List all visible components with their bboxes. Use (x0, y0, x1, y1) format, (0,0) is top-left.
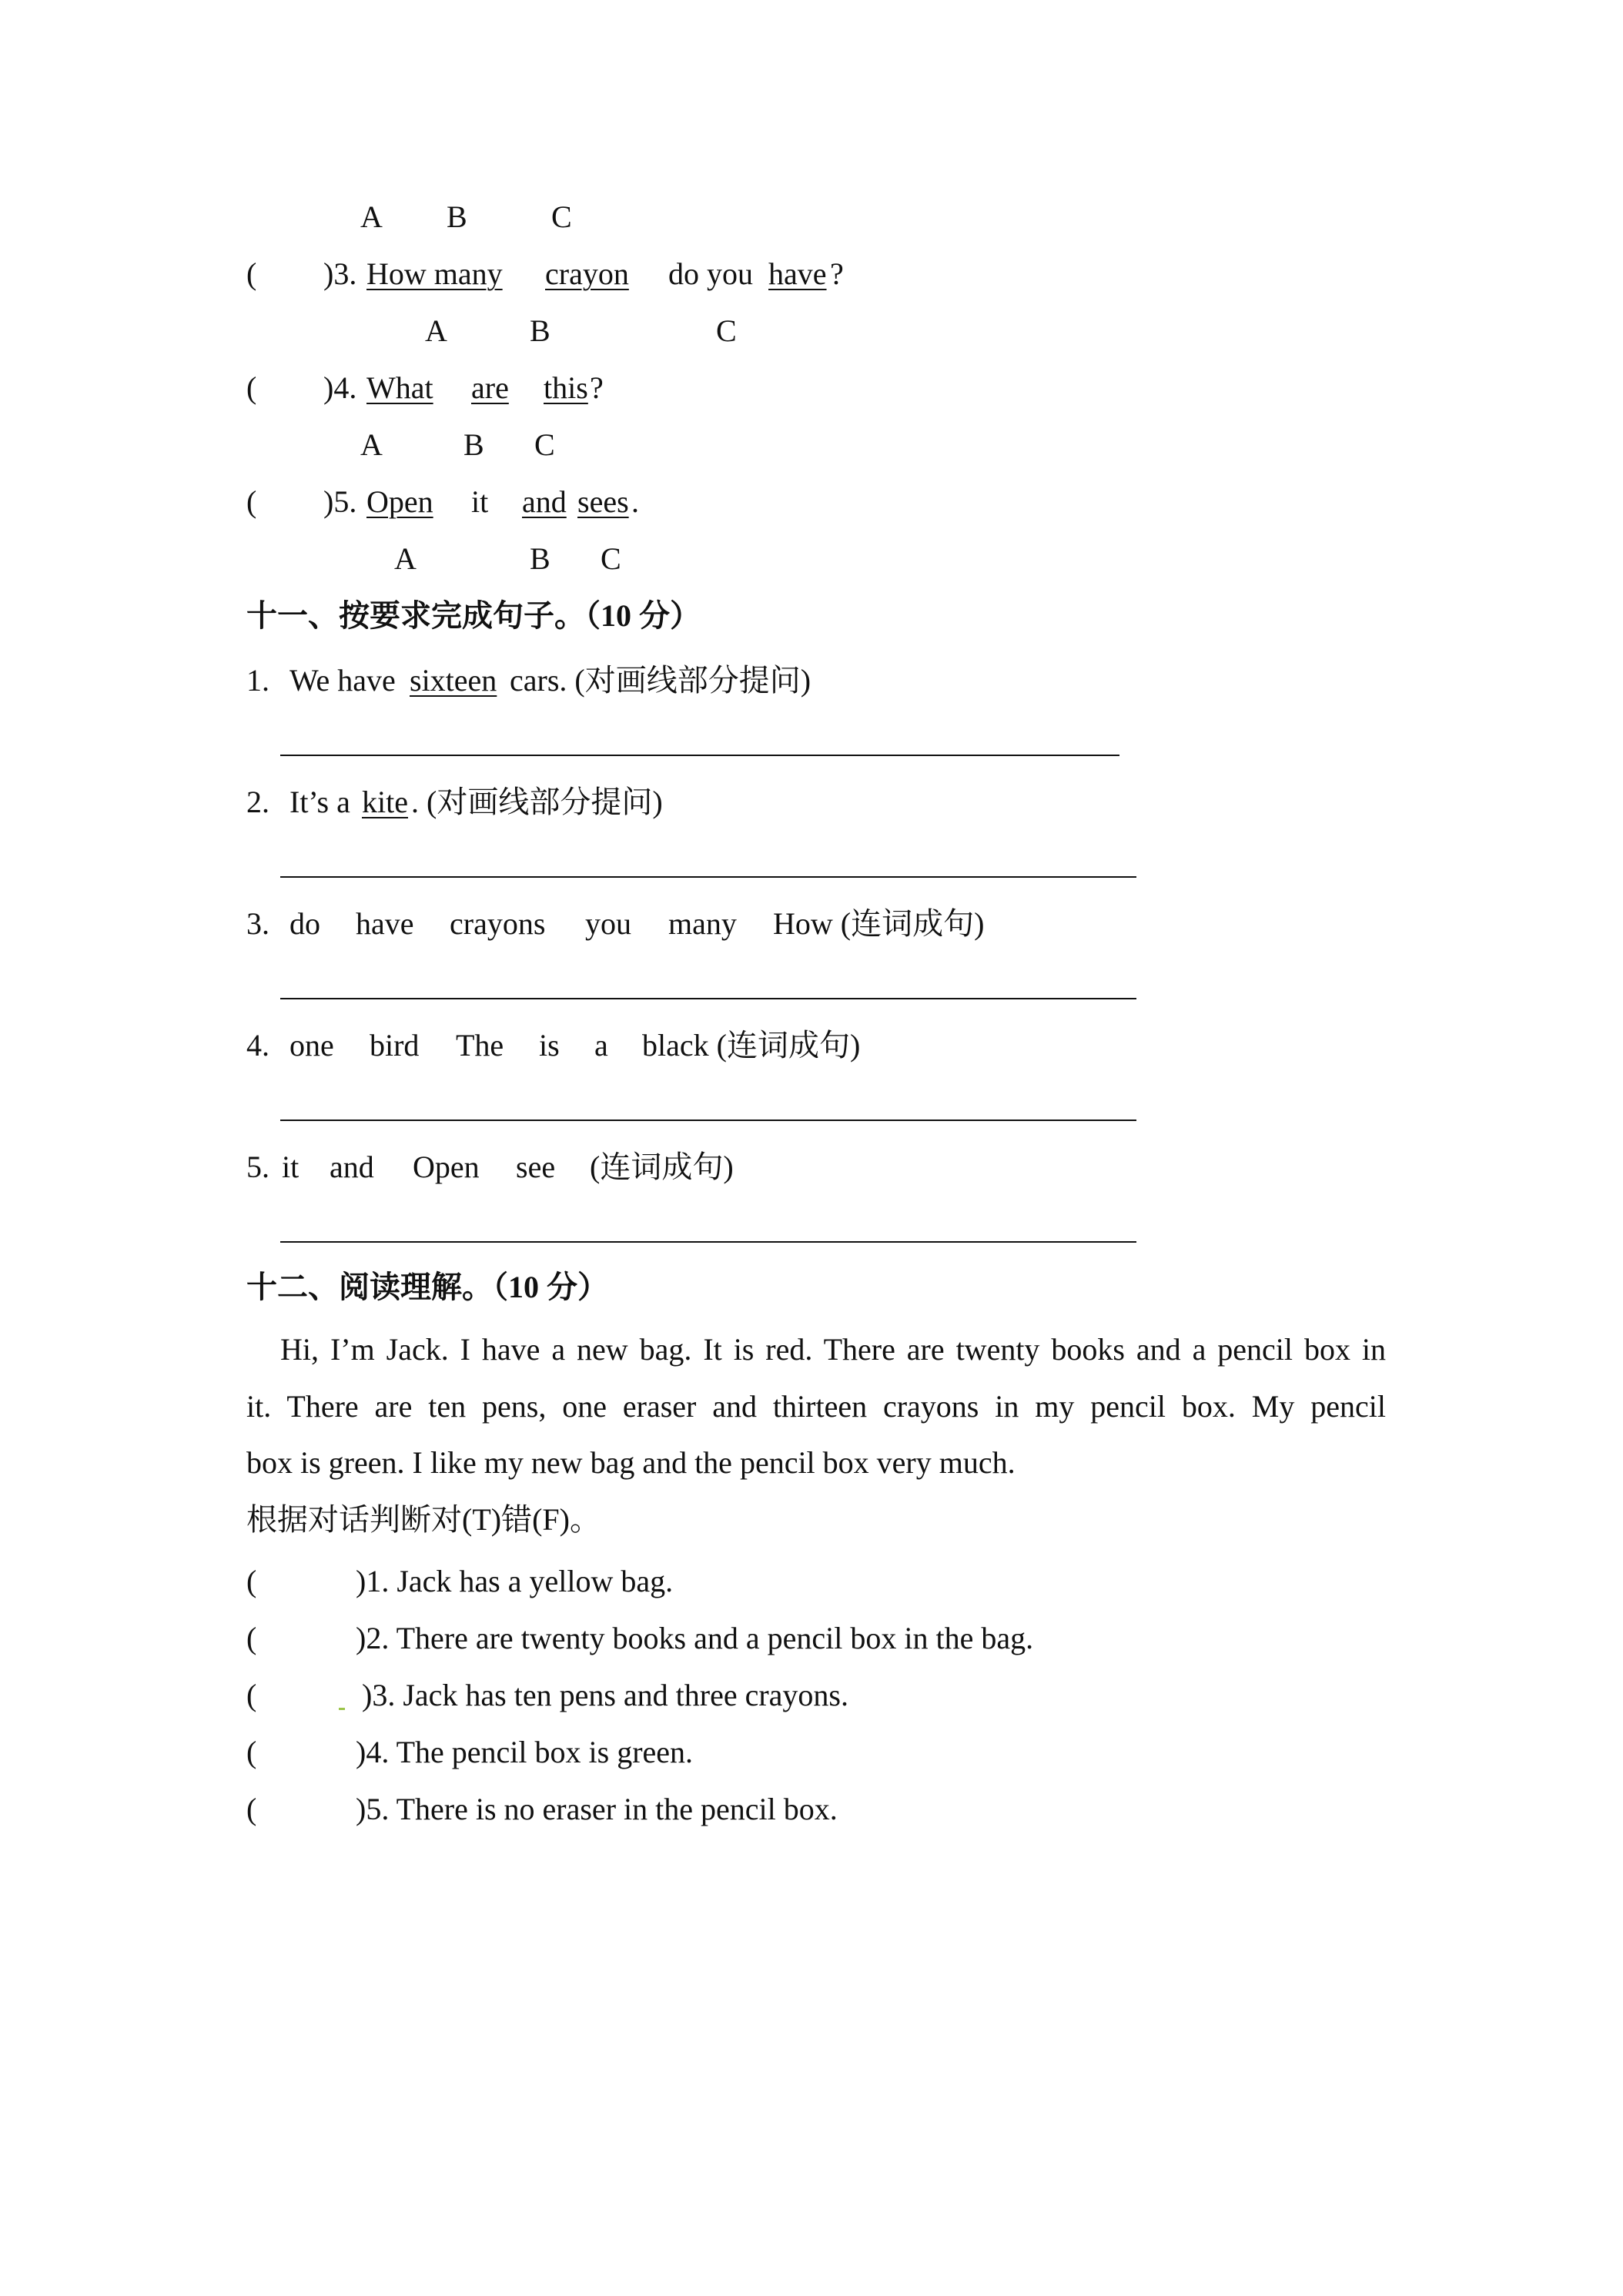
option-c: C (551, 199, 572, 234)
item-number: 4. (246, 1028, 269, 1063)
answer-line-5[interactable] (280, 1241, 1136, 1243)
scrambled-word: have (356, 906, 414, 941)
answer-paren[interactable]: ( (246, 1735, 257, 1769)
passage-line-3: box is green. I like my new bag and the pencil box very much. (246, 1445, 1016, 1480)
answer-paren[interactable]: ( (246, 1678, 257, 1712)
sentence-end: . (对画线部分提问) (411, 785, 663, 819)
scrambled-word: (连词成句) (590, 1150, 734, 1184)
sentence-start: It’s a (289, 785, 358, 819)
passage-line-1: Hi, I’m Jack. I have a new bag. It is red. There are twenty books and a pencil box in (280, 1332, 1386, 1367)
scrambled-word: black (连词成句) (642, 1028, 861, 1063)
item-number: )3. (323, 256, 357, 291)
option-b: B (463, 427, 484, 462)
scrambled-word: crayons (450, 906, 546, 941)
question-mark: ? (830, 256, 844, 291)
option-c: C (534, 427, 555, 462)
section-11-title: 十一、按要求完成句子。（10 分） (246, 598, 701, 633)
scrambled-word: you (585, 906, 631, 941)
answer-line-4[interactable] (280, 1120, 1136, 1121)
tf-statement: )3. Jack has ten pens and three crayons. (362, 1678, 848, 1712)
item-number: 3. (246, 906, 269, 941)
answer-paren: ( (246, 370, 257, 405)
underlined-part-b: crayon (545, 256, 629, 291)
tf-statement: )5. There is no eraser in the pencil box. (356, 1792, 838, 1826)
scrambled-word: Open (413, 1150, 480, 1184)
tf-statement: )4. The pencil box is green. (356, 1735, 694, 1769)
scrambled-word: many (668, 906, 737, 941)
scrambled-word: see (516, 1150, 556, 1184)
underlined-part-b: are (471, 370, 509, 405)
underlined-part-b: and (522, 484, 567, 519)
underlined-part-a: What (366, 370, 433, 405)
option-c: C (601, 541, 621, 576)
tf-statement: )2. There are twenty books and a pencil box in the bag. (356, 1621, 1034, 1655)
question-mark: ? (590, 370, 604, 405)
underlined-part-a: Open (366, 484, 433, 519)
item-number: )5. (323, 484, 357, 519)
scrambled-word: How (连词成句) (773, 906, 985, 941)
option-b: B (530, 313, 550, 348)
tf-statement: )1. Jack has a yellow bag. (356, 1564, 674, 1598)
scrambled-word: is (539, 1028, 560, 1063)
answer-line-2[interactable] (280, 876, 1136, 878)
underlined-word: kite (362, 785, 408, 819)
sentence-text: do you (668, 256, 753, 291)
option-a: A (394, 541, 417, 576)
scrambled-word: The (456, 1028, 504, 1063)
scrambled-word: and (330, 1150, 374, 1184)
scrambled-word: it (282, 1150, 300, 1184)
underlined-part-a: How many (366, 256, 503, 291)
answer-paren: ( (246, 256, 257, 291)
sentence-end: cars. (对画线部分提问) (502, 663, 812, 698)
item-number: 2. (246, 785, 269, 819)
option-a: A (360, 427, 383, 462)
sentence-start: We have (289, 663, 403, 698)
stray-mark (339, 1708, 345, 1710)
scrambled-word: bird (370, 1028, 420, 1063)
scrambled-word: one (289, 1028, 334, 1063)
answer-paren: ( (246, 484, 257, 519)
item-number: 5. (246, 1150, 269, 1184)
option-c: C (716, 313, 737, 348)
section-12-title: 十二、阅读理解。（10 分） (246, 1270, 608, 1304)
underlined-part-c: this (544, 370, 588, 405)
underlined-word: sixteen (410, 663, 497, 698)
option-a: A (425, 313, 447, 348)
scrambled-word: a (594, 1028, 608, 1063)
scrambled-word: do (289, 906, 320, 941)
answer-paren[interactable]: ( (246, 1792, 257, 1826)
answer-paren[interactable]: ( (246, 1621, 257, 1655)
option-a: A (360, 199, 383, 234)
item-number: )4. (323, 370, 357, 405)
answer-line-3[interactable] (280, 998, 1136, 999)
underlined-part-c: have (768, 256, 827, 291)
option-b: B (530, 541, 550, 576)
underlined-part-c: sees (577, 484, 629, 519)
item-number: 1. (246, 663, 269, 698)
sentence-text: it (471, 484, 489, 519)
tf-instruction: 根据对话判断对(T)错(F)。 (246, 1502, 601, 1537)
answer-line-1[interactable] (280, 755, 1119, 756)
answer-paren[interactable]: ( (246, 1564, 257, 1598)
passage-line-2: it. There are ten pens, one eraser and thirteen crayons in my pencil box. My pencil (246, 1389, 1386, 1424)
period: . (631, 484, 639, 519)
option-b: B (447, 199, 467, 234)
